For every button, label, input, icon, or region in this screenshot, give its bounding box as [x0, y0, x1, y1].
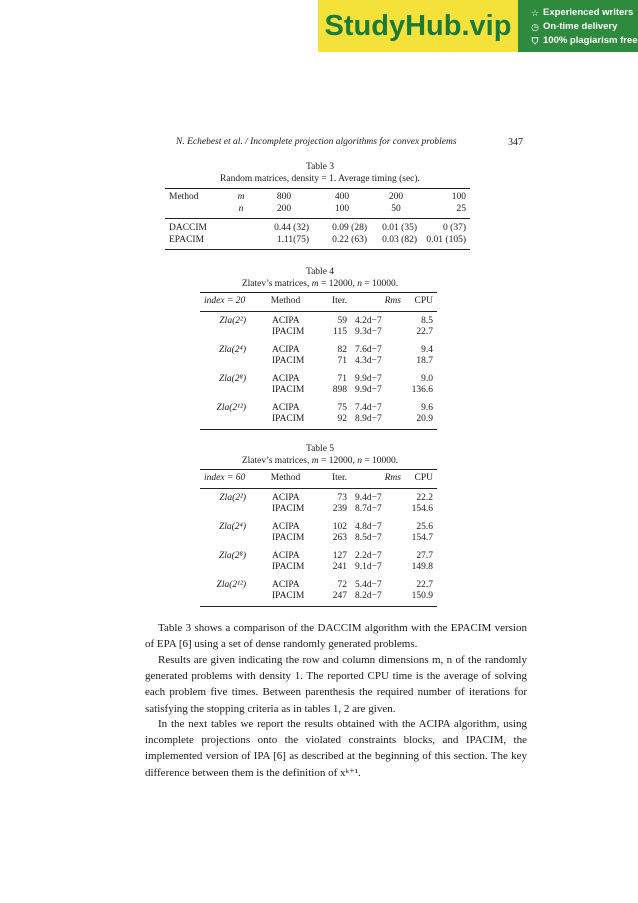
- shield-icon: ⛉: [531, 36, 539, 46]
- banner-feature-list: [530, 6, 638, 48]
- table-cell: ACIPA: [272, 344, 300, 355]
- table-cell: 71: [337, 373, 347, 384]
- table-cell: IPACIM: [272, 504, 305, 514]
- table-cell: 150.9: [411, 591, 433, 601]
- banner-feature-text: On-time delivery: [543, 21, 618, 32]
- table-header-cell: 25: [456, 203, 466, 214]
- promo-banner[interactable]: [318, 0, 638, 52]
- table-cell: 75: [337, 402, 347, 413]
- paragraph-1: Table 3 shows a comparison of the DACCIM algorithm with the EPACIM version of EPA [6] using a set of dense randomly generated problems.: [145, 622, 527, 651]
- table-cell: 247: [332, 591, 347, 601]
- table-header-cell: 400: [334, 192, 350, 202]
- table5-caption: Zlatev’s matrices, m = 12000, n = 10000.: [241, 456, 399, 466]
- table-row: [200, 385, 437, 397]
- table-cell: 154.7: [411, 533, 433, 543]
- table-header-cell: CPU: [414, 473, 433, 483]
- table-cell: 27.7: [416, 550, 433, 561]
- table-cell: 8.5d−7: [355, 533, 382, 543]
- table-cell: IPACIM: [272, 591, 305, 601]
- table-header-cell: index = 20: [204, 296, 246, 306]
- table-header-cell: Method: [270, 296, 301, 306]
- table-cell: IPACIM: [272, 533, 305, 543]
- table5-title: Table 5: [305, 444, 335, 454]
- paragraph-3: In the next tables we report the results obtained with the ACIPA algorithm, using incomplete projections onto the violated constraints blocks, and IPACIM, the implemented version of IPA [6] as described at the beginning of this section. The key difference between them is the definition of xᵏ⁺¹.: [145, 718, 527, 779]
- table-cell: 9.3d−7: [355, 327, 382, 337]
- table-header-cell: Iter.: [331, 296, 347, 306]
- group-label-cell: Zla(2⁸): [218, 550, 246, 561]
- table-row: [200, 356, 437, 368]
- table-cell: 0.44 (32): [274, 223, 309, 233]
- table-cell: 22.2: [416, 492, 433, 503]
- table-row: [200, 574, 437, 592]
- table-cell: 2.2d−7: [355, 550, 382, 561]
- table-row: [200, 562, 437, 574]
- table-cell: 59: [337, 315, 347, 326]
- group-label-cell: Zla(2⁸): [218, 373, 246, 384]
- table-cell: 136.6: [411, 385, 433, 395]
- table-cell: 82: [337, 344, 347, 355]
- table4: [200, 292, 437, 430]
- studyhub-logo[interactable]: StudyHub.vip: [318, 0, 518, 52]
- table-header-cell: Rms: [384, 473, 401, 483]
- table-cell: IPACIM: [272, 356, 305, 366]
- table-cell: 0.01 (35): [382, 223, 417, 233]
- banner-feature-text: 100% plagiarism free: [543, 35, 638, 46]
- table-cell: 9.0: [421, 373, 433, 384]
- table-cell: 9.4: [421, 344, 433, 355]
- table-row: [200, 339, 437, 357]
- group-label-cell: [200, 385, 258, 397]
- table-cell: IPACIM: [272, 327, 305, 337]
- banner-feature: [530, 20, 638, 34]
- group-label-cell: [200, 414, 258, 429]
- table-header-cell: Iter.: [331, 473, 347, 483]
- table-row: [200, 504, 437, 516]
- table-row: [200, 311, 437, 327]
- table-cell: 71: [337, 356, 347, 366]
- table-cell: 18.7: [416, 356, 433, 366]
- group-label-cell: Zla(2²): [219, 492, 246, 503]
- banner-feature: [530, 34, 638, 48]
- table5: [200, 469, 437, 607]
- table-cell: 154.6: [411, 504, 433, 514]
- table-cell: IPACIM: [272, 414, 305, 424]
- table-cell: 9.1d−7: [355, 562, 382, 572]
- table3-caption: Random matrices, density = 1. Average timing (sec).: [220, 174, 420, 184]
- paragraph-2: Results are given indicating the row and column dimensions m, n of the randomly generated problems with density 1. The reported CPU time is the average of solving each problem five times. Between parenthesis the required number of iterations for satisfying the stopping criteria as in tables 1, 2 are given.: [145, 654, 527, 715]
- table-cell: 115: [333, 327, 347, 337]
- table-cell: 8.9d−7: [355, 414, 382, 424]
- table-cell: 8.2d−7: [355, 591, 382, 601]
- group-label-cell: [200, 591, 258, 606]
- table-cell: 8.5: [421, 315, 433, 326]
- table-cell: 0.22 (63): [332, 234, 367, 245]
- table-cell: EPACIM: [169, 234, 205, 245]
- table-cell: 4.8d−7: [355, 521, 382, 532]
- table-header-cell: Method: [270, 473, 301, 483]
- table-row: [200, 414, 437, 429]
- group-label-cell: Zla(2²): [219, 315, 246, 326]
- table-cell: 8.7d−7: [355, 504, 382, 514]
- table-cell: ACIPA: [272, 550, 300, 561]
- table-cell: 20.9: [416, 414, 433, 424]
- table-cell: 239: [332, 504, 347, 514]
- table-cell: DACCIM: [169, 223, 208, 233]
- table-cell: ACIPA: [272, 315, 300, 326]
- group-label-cell: Zla(2⁴): [218, 521, 246, 532]
- table-cell: 22.7: [416, 579, 433, 590]
- clock-icon: ◷: [531, 22, 539, 32]
- table-cell: 7.6d−7: [355, 344, 382, 355]
- table-cell: 22.7: [416, 327, 433, 337]
- table-cell: 9.9d−7: [355, 373, 382, 384]
- table-cell: 102: [332, 521, 347, 532]
- table-cell: 9.6: [421, 402, 433, 413]
- table-cell: ACIPA: [272, 402, 300, 413]
- table-header-cell: index = 60: [204, 473, 246, 483]
- table-header-cell: 100: [334, 203, 350, 214]
- table-header-cell: CPU: [414, 296, 433, 306]
- table-cell: ACIPA: [272, 579, 300, 590]
- table4-caption: Zlatev’s matrices, m = 12000, n = 10000.: [241, 279, 399, 289]
- table-cell: 92: [337, 414, 347, 424]
- group-label-cell: Zla(2⁴): [218, 344, 246, 355]
- table-cell: ACIPA: [272, 373, 300, 384]
- group-label-cell: [200, 504, 258, 516]
- banner-feature: [530, 6, 638, 20]
- table4-title: Table 4: [305, 267, 335, 277]
- table-cell: 0.01 (105): [426, 234, 466, 245]
- table-cell: 72: [337, 579, 347, 590]
- group-label-cell: Zla(2¹²): [216, 579, 246, 590]
- group-label-cell: [200, 562, 258, 574]
- table-cell: 7.4d−7: [355, 402, 382, 413]
- table-header-cell: n: [238, 203, 244, 214]
- table-header-cell: 200: [276, 203, 292, 214]
- table-header-cell: 200: [388, 192, 404, 202]
- table-cell: 898: [332, 385, 347, 395]
- group-label-cell: Zla(2¹²): [216, 402, 246, 413]
- table-header-cell: Rms: [384, 296, 401, 306]
- table-header-cell: [165, 204, 227, 219]
- table-cell: [227, 219, 255, 235]
- group-label-cell: [200, 533, 258, 545]
- banner-feature-text: Experienced writers: [543, 7, 634, 18]
- page-number: 347: [508, 137, 523, 148]
- group-label-cell: [200, 327, 258, 339]
- table-row: [200, 533, 437, 545]
- table3-title: Table 3: [305, 162, 335, 172]
- table-cell: 0.09 (28): [332, 223, 367, 233]
- running-head: N. Echebest et al. / Incomplete projection algorithms for convex problems: [176, 137, 457, 147]
- table-cell: 25.6: [416, 521, 433, 532]
- group-label-cell: [200, 356, 258, 368]
- table-cell: 4.2d−7: [355, 315, 382, 326]
- table-row: [200, 516, 437, 534]
- table-cell: 263: [332, 533, 347, 543]
- table-cell: ACIPA: [272, 492, 300, 503]
- table-cell: 0.03 (82): [382, 234, 417, 245]
- table-cell: 127: [332, 550, 347, 561]
- table-cell: 9.9d−7: [355, 385, 382, 395]
- table3: [165, 188, 470, 250]
- table-row: [200, 368, 437, 386]
- table-cell: 1.11(75): [276, 234, 309, 245]
- table-cell: 5.4d−7: [355, 579, 382, 590]
- table-cell: 9.4d−7: [355, 492, 382, 503]
- table-cell: 0 (37): [443, 223, 466, 233]
- table-cell: 241: [332, 562, 347, 572]
- table-cell: 73: [337, 492, 347, 503]
- table-cell: [227, 235, 255, 250]
- table-row: [200, 545, 437, 563]
- table-cell: IPACIM: [272, 385, 305, 395]
- table5-caption-block: [170, 443, 470, 467]
- table-header-cell: 100: [451, 192, 466, 202]
- table-header-cell: m: [237, 192, 245, 202]
- table-header-cell: Method: [169, 192, 199, 202]
- table-cell: 149.8: [411, 562, 433, 572]
- star-outline-icon: ☆: [530, 8, 540, 18]
- table-cell: ACIPA: [272, 521, 300, 532]
- table-row: [200, 591, 437, 606]
- table-row: [200, 397, 437, 415]
- table4-caption-block: [170, 266, 470, 290]
- table-header-cell: 50: [391, 203, 401, 214]
- table3-caption-block: [170, 161, 470, 185]
- table-cell: 4.3d−7: [355, 356, 382, 366]
- table-header-cell: 800: [276, 192, 292, 202]
- table-row: [200, 327, 437, 339]
- table-row: [200, 488, 437, 504]
- table-cell: IPACIM: [272, 562, 305, 572]
